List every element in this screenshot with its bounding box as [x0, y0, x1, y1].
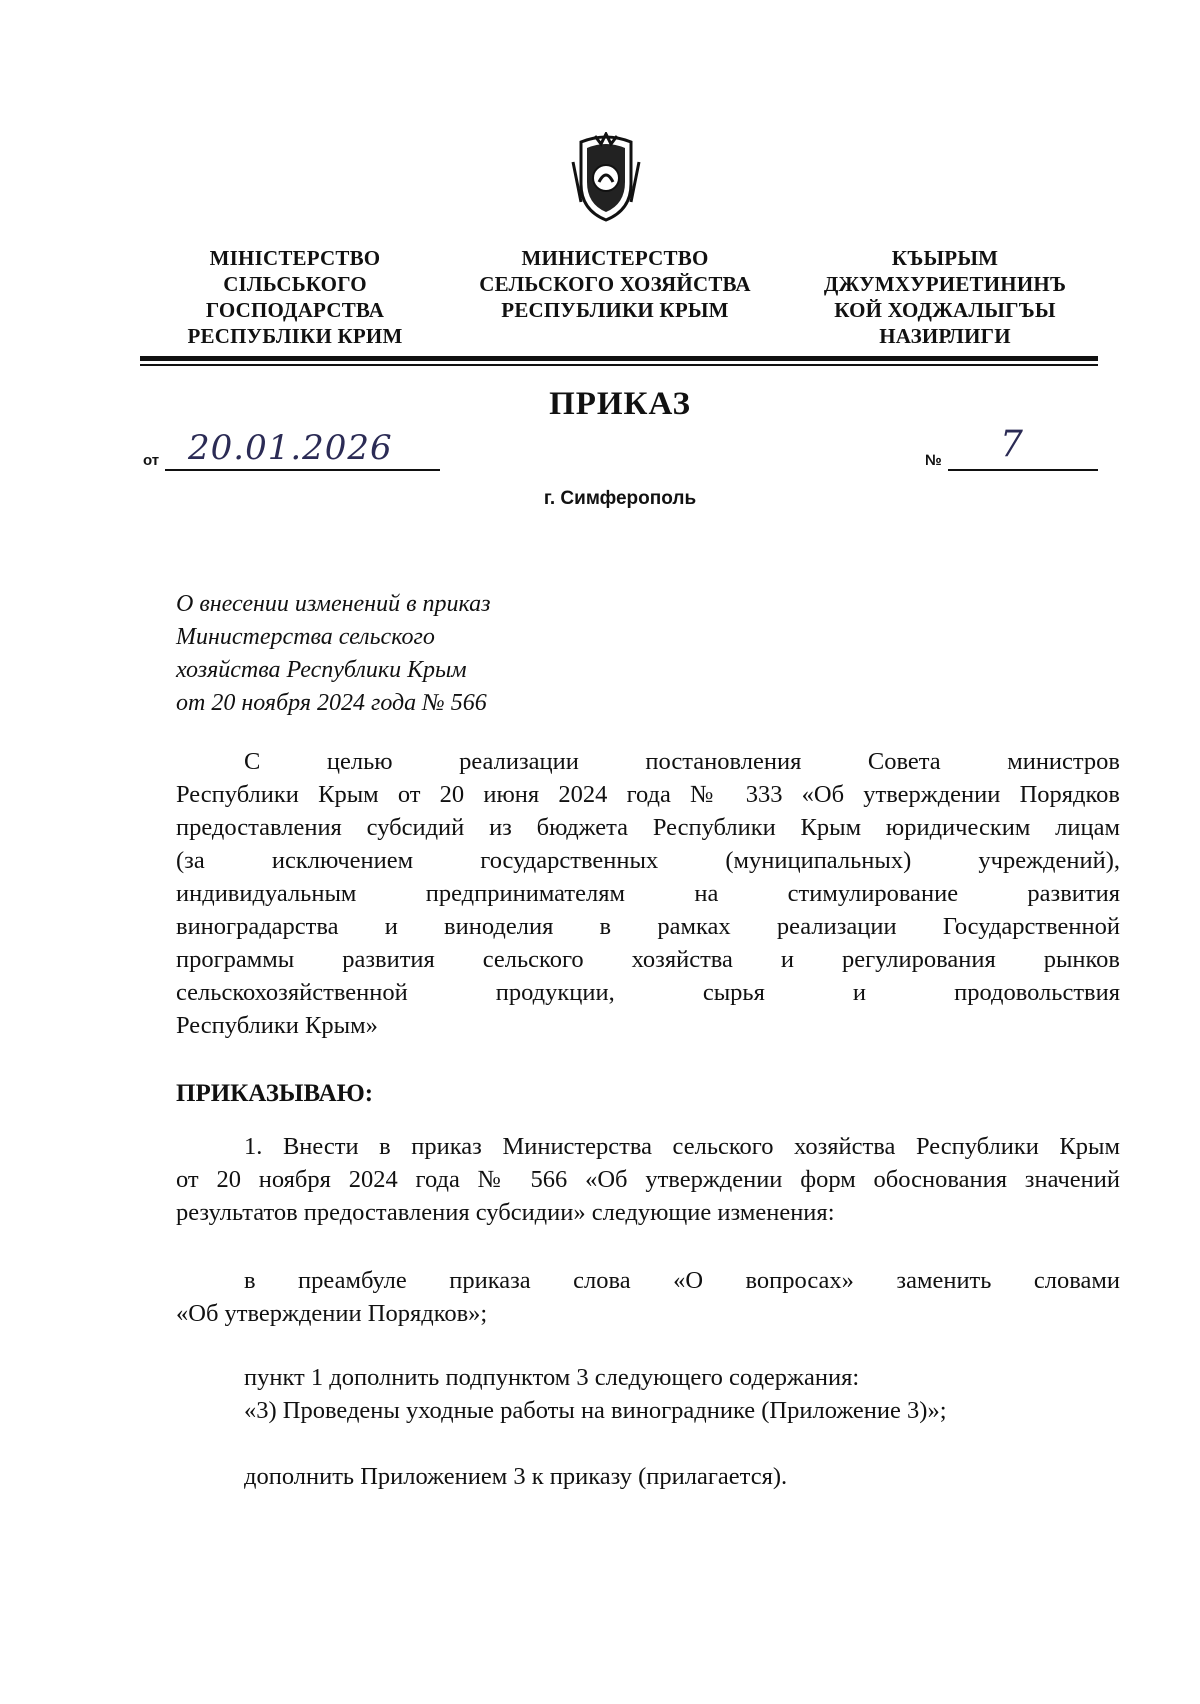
header-left-line: СІЛЬСЬКОГО — [223, 272, 367, 296]
subject-line: Министерства сельского — [176, 624, 435, 650]
number-underline — [948, 469, 1098, 471]
header-center-line: СЕЛЬСКОГО ХОЗЯЙСТВА — [479, 272, 751, 296]
change-1-line: «Об утверждении Порядков»; — [176, 1300, 488, 1327]
date-handwritten: 20.01.2026 — [188, 428, 393, 468]
subject-block — [176, 588, 676, 720]
change-1-line: в преамбуле приказа слова «О вопросах» заменить словами — [244, 1267, 1120, 1294]
header-divider-thin — [140, 364, 1098, 366]
header-center-line: РЕСПУБЛИКИ КРЫМ — [501, 298, 729, 322]
preamble-line: программы развития сельского хозяйства и регулирования рынков — [176, 946, 1120, 973]
preamble-line: Республики Крым» — [176, 1012, 378, 1039]
subject-line: от 20 ноября 2024 года № 566 — [176, 690, 487, 716]
date-prefix: от — [143, 452, 160, 469]
item-1-line: от 20 ноября 2024 года № 566 «Об утверждении форм обоснования значений — [176, 1166, 1120, 1193]
item-1-line: результатов предоставления субсидии» следующие изменения: — [176, 1199, 835, 1226]
preamble-line: С целью реализации постановления Совета министров — [244, 748, 1120, 775]
subject-line: О внесении изменений в приказ — [176, 591, 491, 617]
change-1-paragraph — [176, 1264, 1120, 1330]
preamble-line: предоставления субсидий из бюджета Республики Крым юридическим лицам — [176, 814, 1120, 841]
preamble-line: сельскохозяйственной продукции, сырья и продовольствия — [176, 979, 1120, 1006]
header-right-line: КОЙ ХОДЖАЛЫГЪЫ — [834, 298, 1056, 322]
preamble-paragraph — [176, 745, 1120, 1042]
header-left-line: ГОСПОДАРСТВА — [205, 298, 385, 322]
item-1-paragraph — [176, 1130, 1120, 1229]
preamble-line: (за исключением государственных (муниципальных) учреждений), — [176, 847, 1120, 874]
change-3-paragraph: дополнить Приложением 3 к приказу (прилагается). — [244, 1463, 788, 1490]
number-handwritten: 7 — [1000, 424, 1023, 465]
header-right-line: ДЖУМХУРИЕТИНИНЪ — [823, 272, 1067, 296]
subject-line: хозяйства Республики Крым — [176, 657, 467, 683]
document-type-title: ПРИКАЗ — [549, 386, 691, 422]
header-right-line: НАЗИРЛИГИ — [879, 324, 1011, 348]
header-center — [455, 245, 775, 323]
header-right — [790, 245, 1100, 349]
order-word: ПРИКАЗЫВАЮ: — [176, 1080, 374, 1107]
header-left-line: РЕСПУБЛІКИ КРИМ — [187, 324, 403, 348]
date-underline — [165, 469, 440, 471]
city: г. Симферополь — [543, 488, 697, 509]
header-left — [140, 245, 450, 349]
crimea-emblem — [571, 132, 641, 222]
change-2-line: пункт 1 дополнить подпунктом 3 следующего содержания: — [244, 1364, 860, 1391]
header-center-line: МИНИСТЕРСТВО — [521, 246, 709, 270]
preamble-line: виноградарства и виноделия в рамках реализации Государственной — [176, 913, 1120, 940]
preamble-line: Республики Крым от 20 июня 2024 года № 333 «Об утверждении Порядков — [176, 781, 1120, 808]
change-2-line: «3) Проведены уходные работы на винограднике (Приложение 3)»; — [244, 1397, 947, 1424]
header-left-line: МІНІСТЕРСТВО — [209, 246, 381, 270]
item-1-line: 1. Внести в приказ Министерства сельского хозяйства Республики Крым — [244, 1133, 1120, 1160]
number-prefix: № — [925, 452, 942, 469]
preamble-line: индивидуальным предпринимателям на стимулирование развития — [176, 880, 1120, 907]
header-divider — [140, 356, 1098, 361]
header-right-line: КЪЫРЫМ — [891, 246, 999, 270]
change-2-paragraph — [244, 1361, 1120, 1427]
